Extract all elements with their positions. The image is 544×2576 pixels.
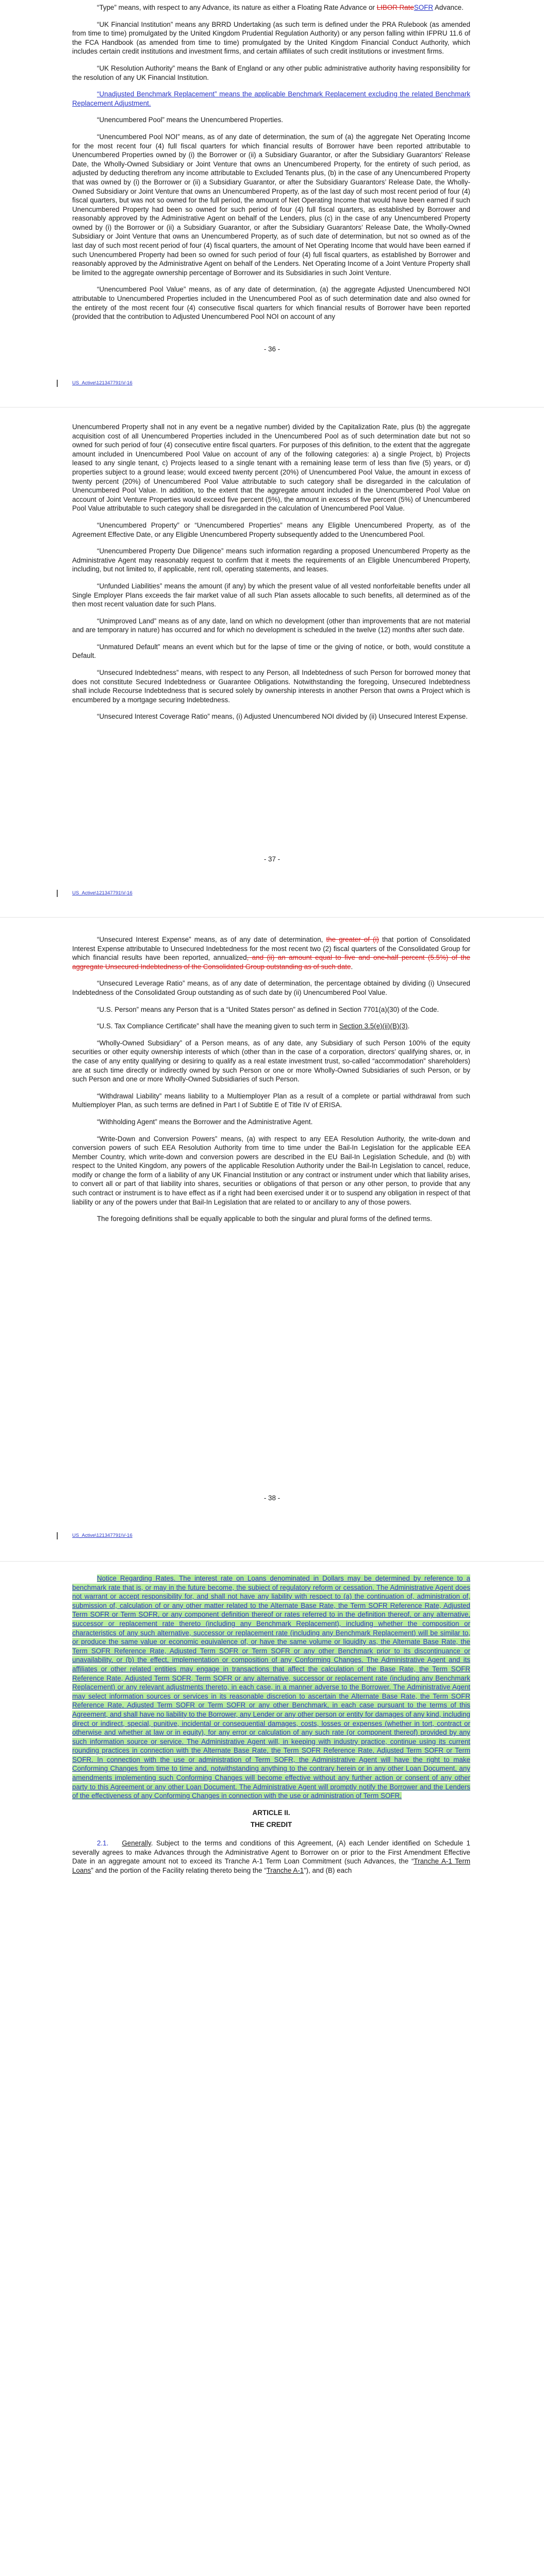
definition-unsecured-interest-coverage-ratio: “Unsecured Interest Coverage Ratio” means, (i) Adjusted Unencumbered NOI divided by (ii) Unsecured Interest Expense. (97, 713, 468, 721)
page-36-content (72, 3, 470, 329)
change-bar (57, 380, 58, 387)
page-39-content (72, 1574, 470, 1883)
definition-withdrawal-liability: “Withdrawal Liability” means liability to a Multiemployer Plan as a result of a complete or partial withdrawal from such Multiemployer Plan, as such terms are defined in Part I of Subtitle E of Title IV of ERISA. (72, 1092, 470, 1109)
page-38 (0, 935, 544, 1538)
inserted-text: SOFR (414, 4, 434, 11)
definition-write-down-and-conversion-powers: “Write-Down and Conversion Powers” means, (a) with respect to any EEA Resolution Authority, the write-down and conversion powers of such EEA Resolution Authority from time to time under the Bail-In Legislation for the applicable EEA Member Country, which write-down and conversion powers are described in the EU Bail-In Legislation Schedule, and (b) with respect to the United Kingdom, any powers of the applicable Resolution Authority under the Bail-In Legislation to cancel, reduce, modify or change the form of a liability of any UK Financial Institution or any contract or instrument under which that liability arises, to convert all or part of that liability into shares, securities or obligations of that person or any other person, to provide that any such contract or instrument is to have effect as if a right had been exercised under it or to suspend any obligation in respect of that liability or any of the powers under that Bail-In Legislation that are related to or ancillary to any of those powers. (72, 1134, 470, 1206)
document-id-footer[interactable]: US_Active\121347791\V-16 (72, 890, 133, 896)
definition-unsecured-leverage-ratio: “Unsecured Leverage Ratio” means, as of any date of determination, the percentage obtained by dividing (i) Unsecured Indebtedness of the Consolidated Group outstanding as of such date by (ii) Unencumbered Pool Value. (72, 979, 470, 996)
page-number: - 37 - (263, 855, 281, 863)
page-37 (0, 422, 544, 896)
definitions-closing-sentence: The foregoing definitions shall be equally applicable to both the singular and plural forms of the defined terms. (97, 1215, 432, 1223)
definition-unadjusted-benchmark-replacement: “Unadjusted Benchmark Replacement” means the applicable Benchmark Replacement excluding the related Benchmark Replacement Adjustment. (72, 90, 470, 107)
definition-unencumbered-pool-value-cont: Unencumbered Property shall not in any event be a negative number) divided by the Capitalization Rate, plus (b) the aggregate acquisition cost of all Unencumbered Properties included in the Unencumbered Pool as of such determination date but not so owned for such period of four (4) consecutive entire fiscal quarters. For purposes of this definition, to the extent that the aggregate amount included in Unencumbered Pool Value on account of any of the following categories: a) a single Project, b) Projects leased to any single tenant, c) Projects leased to a single tenant with a remaining lease term of less than five (5) years, or d) properties subject to a ground lease; would exceed twenty percent (20%) of Unencumbered Pool Value, the amount in excess of twenty percent (20%) of Unencumbered Pool Value attributable to such category shall be disregarded in the calculation of Unencumbered Pool Value. In addition, to the extent that the aggregate amount included in the Unencumbered Pool Value on account of Joint Venture Properties would exceed five percent (5%), the amount in excess of five percent (5%) of Unencumbered Pool Value attributable to such category shall be disregarded in the calculation of Unencumbered Pool Value. (72, 423, 470, 513)
section-title: Generally (122, 1839, 151, 1848)
page-number: - 36 - (263, 345, 281, 353)
definition-wholly-owned-subsidiary: “Wholly-Owned Subsidiary” of a Person means, as of any date, any Subsidiary of such Person 100% of the equity securities or other equity ownership interests of which (other than in the case of a corporation, directors’ qualifying shares, or, in the case of any entity qualifying or desiring to qualify as a real estate investment trust, so-called “accommodation” shareholders) are at such time directly or indirectly owned by such Person or one or more Wholly-Owned Subsidiaries of such Person, or by such Person and one or more Wholly-Owned Subsidiaries of such Person. (72, 1039, 470, 1083)
definition-uk-resolution-authority: “UK Resolution Authority” means the Bank of England or any other public administrative authority having responsibility for the resolution of any UK Financial Institution. (72, 64, 470, 81)
page-separator (0, 917, 544, 918)
definition-unencumbered-pool-value: “Unencumbered Pool Value” means, as of any date of determination, (a) the aggregate Adjusted Unencumbered NOI attributable to Unencumbered Properties included in the Unencumbered Pool as of such determination date and also owned for the entirety of the most recent four (4) consecutive fiscal quarters for which financial results of Borrower have been reported (provided that the contribution to Adjusted Unencumbered Pool NOI on account of any (72, 285, 470, 321)
definition-unencumbered-pool-noi: “Unencumbered Pool NOI” means, as of any date of determination, the sum of (a) the aggregate Net Operating Income for the most recent four (4) full fiscal quarters for which financial results of Borrower have been reported attributable to Unencumbered Properties owned by (i) the Borrower or (ii) a Subsidiary Guarantor, or after the Subsidiary Guarantors’ Release Date, the Wholly-Owned Subsidiary or Joint Venture that owns an Unencumbered Property, for the entirety of such period, as adjusted by deducting therefrom any income attributable to Excluded Tenants plus, (b) in the case of any Unencumbered Property that was owned by (i) the Borrower or (ii) a Subsidiary Guarantor, or after the Subsidiary Guarantors’ Release Date, the Wholly-Owned Subsidiary or Joint Venture that owns an Unencumbered Property, as of the last day of such most recent period of four (4) fiscal quarters, but was not so owned for the full period, the amount of Net Operating Income that would have been earned if such Unencumbered Property had been so owned for such period of four (4) full fiscal quarters, as established by Borrower and reasonably approved by the Administrative Agent on behalf of the Lenders, plus (c) in the case of any Unencumbered Property owned by (i) the Borrower or (ii) a Subsidiary Guarantor, or after the Subsidiary Guarantors’ Release Date, the Wholly-Owned Subsidiary or Joint Venture that owns an Unencumbered Property, as of such date of determination, but not so owned as of the last day of such most recent period of four (4) fiscal quarters, the amount of Net Operating Income that would have been earned if such Unencumbered Property had been so owned for such period of four (4) full fiscal quarters, as established by Borrower and reasonably approved by the Administrative Agent on behalf of the Lenders. Net Operating Income of a Joint Venture Property shall be limited to the aggregate ownership percentage of Borrower and its Subsidiaries in such Joint Venture. (72, 132, 470, 277)
definition-unimproved-land: “Unimproved Land” means as of any date, land on which no development (other than improvements that are not material and are temporary in nature) has occurred and for which no development is scheduled in the twelve (12) months after such date. (72, 617, 470, 634)
deleted-text: LIBOR Rate (376, 4, 414, 11)
definition-unencumbered-property-due-diligence: “Unencumbered Property Due Diligence” means such information regarding a proposed Unencumbered Property as the Administrative Agent may reasonably request to confirm that it meets the requirements of an Eligible Unencumbered Property, including, but not limited to, if applicable, rent roll, operating statements, and leases. (72, 547, 470, 573)
page-separator (0, 1561, 544, 1562)
page-36 (0, 0, 544, 386)
definition-withholding-agent: “Withholding Agent” means the Borrower and the Administrative Agent. (97, 1117, 313, 1126)
article-title: THE CREDIT (250, 1821, 292, 1829)
section-2-1: 2.1. Generally. Subject to the terms and conditions of this Agreement, (A) each Lender identified on Schedule 1 severally agrees to make Advances through the Administrative Agent to Borrower on or prior to the First Amendment Effective Date in an aggregate amount not to exceed its Tranche A-1 Term Loan Commitment (such Advances, the “Tranche A-1 Term Loans” and the portion of the Facility relating thereto being the “Tranche A-1”), and (B) each (72, 1839, 470, 1874)
document-id-footer[interactable]: US_Active\121347791\V-16 (72, 1533, 133, 1538)
definition-us-person: “U.S. Person” means any Person that is a “United States person” as defined in Section 7701(a)(30) of the Code. (97, 1005, 439, 1013)
page-39 (0, 1574, 544, 2038)
section-number: 2.1. (97, 1839, 109, 1848)
notice-regarding-rates (72, 1574, 470, 1801)
section-reference-link[interactable]: Section 3.5(e)(ii)(B)(3) (339, 1022, 408, 1030)
deleted-text: , and (ii) an amount equal to five and one-half percent (5.5%) of the aggregate Unsecured Indebtedness of the Consolidated Group outstanding as of such date (72, 954, 470, 971)
definition-uk-financial-institution: “UK Financial Institution” means any BRRD Undertaking (as such term is defined under the PRA Rulebook (as amended from time to time) promulgated by the United Kingdom Prudential Regulation Authority) or any person falling within IFPRU 11.6 of the FCA Handbook (as amended from time to time) promulgated by the United Kingdom Financial Conduct Authority, which includes certain credit institutions and investment firms, and certain affiliates of such credit institutions or investment firms. (72, 20, 470, 56)
change-bar (57, 890, 58, 897)
document-id-footer[interactable]: US_Active\121347791\V-16 (72, 380, 133, 386)
definition-unsecured-indebtedness: “Unsecured Indebtedness” means, with respect to any Person, all Indebtedness of such Person for borrowed money that does not constitute Secured Indebtedness or Guarantee Obligations. Notwithstanding the foregoing, Unsecured Indebtedness shall include Recourse Indebtedness that is secured solely by ownership interests in another Person that owns a Project which is encumbered by a mortgage securing Indebtedness. (72, 669, 470, 704)
deleted-text: the greater of (i) (326, 936, 379, 943)
definition-us-tax-compliance-certificate: “U.S. Tax Compliance Certificate” shall have the meaning given to such term in Section 3.5(e)(ii)(B)(3). (97, 1022, 410, 1030)
page-separator (0, 407, 544, 408)
page-38-content (72, 935, 470, 1231)
definition-type: “Type” means, with respect to any Advance, its nature as either a Floating Rate Advance or LIBOR RateSOFR Advance. (97, 4, 464, 11)
inserted-text: Notice Regarding Rates. The interest rate on Loans denominated in Dollars may be determined by reference to a benchmark rate that is, or may in the future become, the subject of regulatory reform or cessation. The Administrative Agent does not warrant or accept responsibility for, and shall not have any liability with respect to (a) the continuation of, administration of, submission of, calculation of or any other matter related to the Alternate Base Rate, the Term SOFR Reference Rate, Adjusted Term SOFR or Term SOFR, or any component definition thereof or rates referred to in the definition thereof, or any alternative, successor or replacement rate thereto (including any Benchmark Replacement), including whether the composition or characteristics of any such alternative, successor or replacement rate (including any Benchmark Replacement) will be similar to, or produce the same value or economic equivalence of, or have the same volume or liquidity as, the Alternate Base Rate, the Term SOFR Reference Rate, Adjusted Term SOFR or Term SOFR or any other Benchmark prior to its discontinuance or unavailability, or (b) the effect, implementation or composition of any Conforming Changes. The Administrative Agent and its affiliates or other related entities may engage in transactions that affect the calculation of the Base Rate, the Term SOFR Reference Rate, Adjusted Term SOFR, Term SOFR or any alternative, successor or replacement rate (including any Benchmark Replacement) or any relevant adjustments thereto, in each case, in a manner adverse to the Borrower. The Administrative Agent may select information sources or services in its reasonable discretion to ascertain the Alternate Base Rate, the Term SOFR Reference Rate, Adjusted Term SOFR or Term SOFR or any other Benchmark, in each case pursuant to the terms of this Agreement, and shall have no liability to the Borrower, any Lender or any other person or entity for damages of any kind, including direct or indirect, special, punitive, incidental or consequential damages, costs, losses or expenses (whether in tort, contract or otherwise and whether at law or in equity), for any error or calculation of any such rate (or component thereof) provided by any such information source or service. The Administrative Agent will, in keeping with industry practice, continue using its current rounding practices in connection with the Alternate Base Rate, the Term SOFR Reference Rate, Adjusted Term SOFR or Term SOFR. In connection with the use or administration of Term SOFR, the Administrative Agent will have the right to make Conforming Changes from time to time and, notwithstanding anything to the contrary herein or in any other Loan Document, any amendments implementing such Conforming Changes will become effective without any further action or consent of any other party to this Agreement or any other Loan Document. The Administrative Agent will promptly notify the Borrower and the Lenders of the effectiveness of any Conforming Changes in connection with the use or administration of Term SOFR. (72, 1574, 470, 1800)
page-number: - 38 - (263, 1494, 281, 1502)
definition-unsecured-interest-expense: “Unsecured Interest Expense” means, as of any date of determination, the greater of (i) that portion of Consolidated Interest Expense attributable to Unsecured Indebtedness for the most recent two (2) fiscal quarters of the Consolidated Group for which financial results have been reported, annualized, and (ii) an amount equal to five and one-half percent (5.5%) of the aggregate Unsecured Indebtedness of the Consolidated Group outstanding as of such date. (72, 936, 471, 971)
definition-unencumbered-pool: “Unencumbered Pool” means the Unencumbered Properties. (97, 116, 283, 124)
definition-unfunded-liabilities: “Unfunded Liabilities” means the amount (if any) by which the present value of all vested nonforfeitable benefits under all Single Employer Plans exceeds the fair market value of all such Plan assets allocable to such benefits, all determined as of the then most recent valuation date for such Plans. (72, 582, 470, 608)
article-heading: ARTICLE II. (252, 1808, 290, 1817)
change-bar (57, 1532, 58, 1539)
definition-unmatured-default: “Unmatured Default” means an event which but for the lapse of time or the giving of notice, or both, would constitute a Default. (72, 642, 470, 660)
definition-unencumbered-property: “Unencumbered Property” or “Unencumbered Properties” means any Eligible Unencumbered Property, as of the Agreement Effective Date, or any Eligible Unencumbered Property subsequently added to the Unencumbered Pool. (72, 521, 470, 538)
page-37-content (72, 422, 470, 729)
